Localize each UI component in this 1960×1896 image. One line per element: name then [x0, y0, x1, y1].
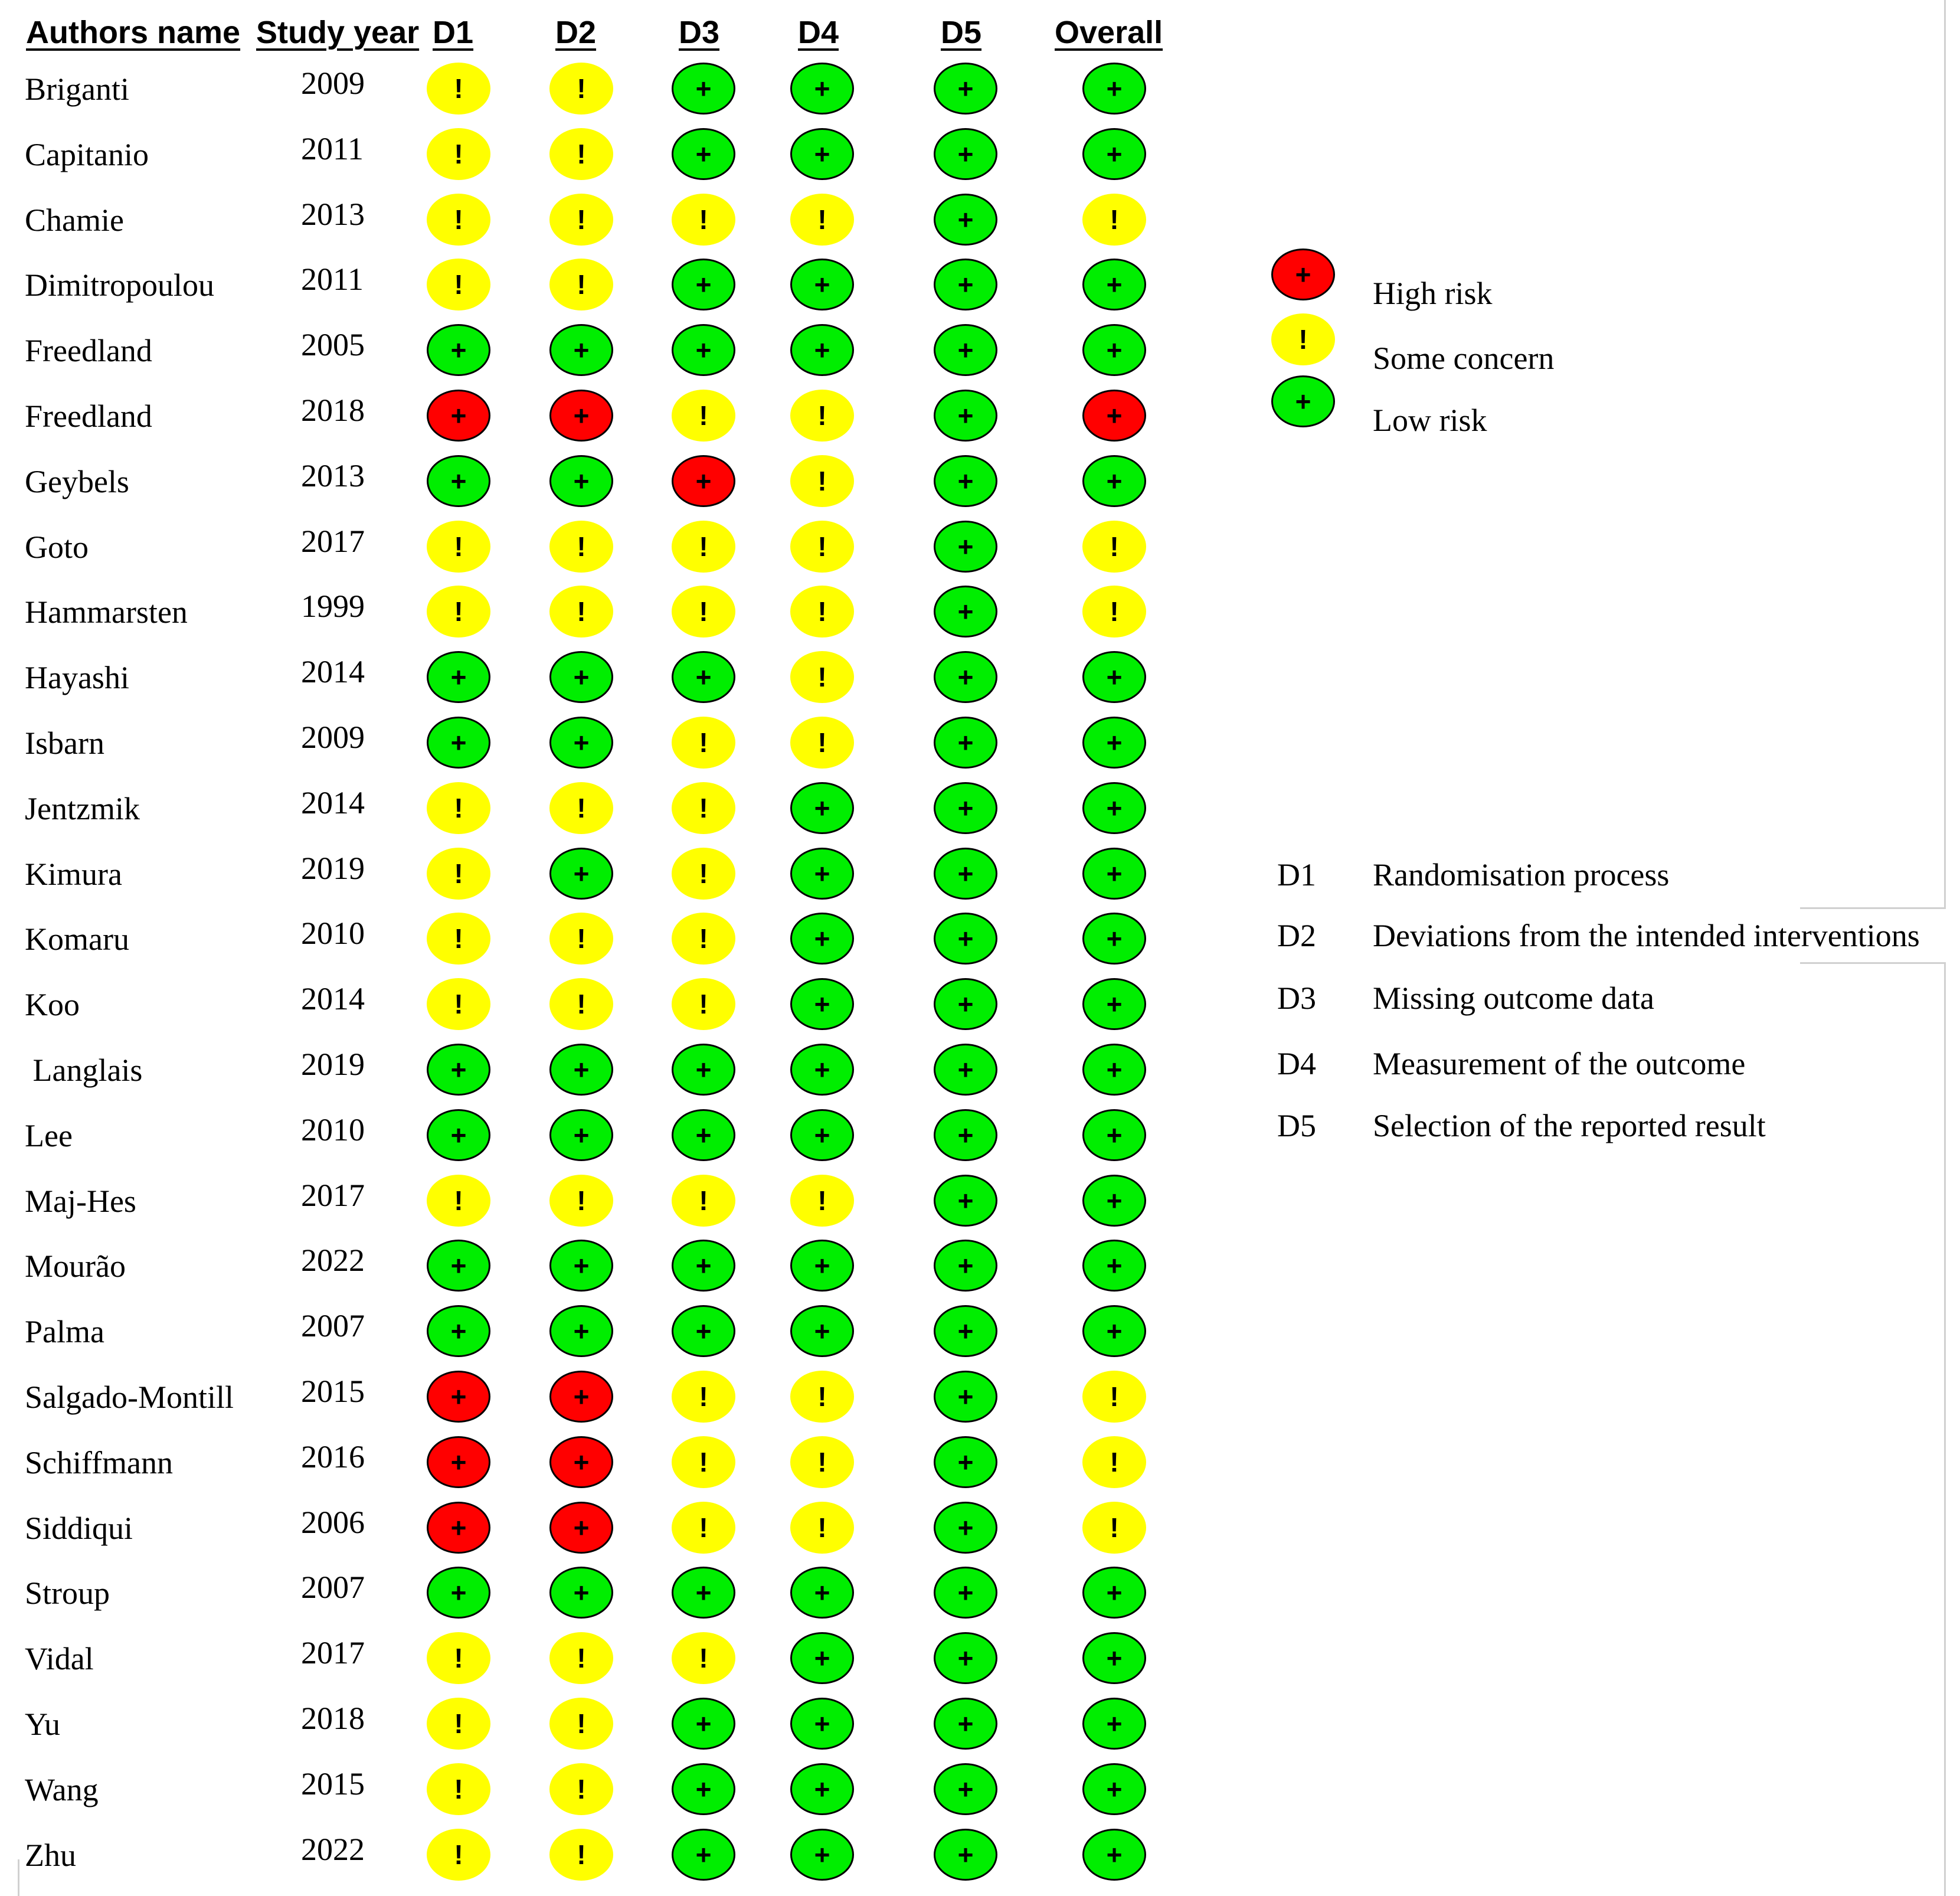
judgement-overall-some: ! [1082, 1371, 1146, 1423]
judgement-d2-some: ! [549, 63, 613, 115]
study-year: 2019 [301, 1047, 365, 1082]
judgement-d4-low: + [790, 1240, 854, 1292]
judgement-d5-low: + [934, 1371, 997, 1423]
judgement-overall-high: + [1082, 390, 1146, 442]
judgement-d5-low: + [934, 455, 997, 507]
judgement-d4-low: + [790, 128, 854, 180]
judgement-d1-low: + [427, 455, 490, 507]
judgement-overall-low: + [1082, 259, 1146, 310]
judgement-overall-low: + [1082, 324, 1146, 376]
judgement-overall-low: + [1082, 455, 1146, 507]
judgement-d1-low: + [427, 1567, 490, 1619]
frame-line-right-middle-2 [1800, 962, 1946, 964]
header-d5: D5 [941, 15, 982, 50]
judgement-overall-low: + [1082, 782, 1146, 834]
judgement-d4-low: + [790, 1109, 854, 1161]
judgement-overall-some: ! [1082, 1502, 1146, 1554]
author-name: Salgado-Montill [25, 1379, 234, 1415]
judgement-d4-low: + [790, 324, 854, 376]
judgement-d3-low: + [672, 1109, 735, 1161]
judgement-d3-some: ! [672, 1632, 735, 1684]
judgement-d4-some: ! [790, 1502, 854, 1554]
judgement-d5-low: + [934, 63, 997, 115]
judgement-d2-some: ! [549, 194, 613, 246]
judgement-d2-low: + [549, 848, 613, 900]
judgement-d5-low: + [934, 1829, 997, 1881]
judgement-overall-low: + [1082, 1632, 1146, 1684]
author-name: Stroup [25, 1575, 110, 1611]
study-year: 1999 [301, 589, 365, 625]
legend-domain-code: D4 [1277, 1046, 1316, 1081]
judgement-overall-some: ! [1082, 1436, 1146, 1488]
judgement-d4-low: + [790, 1763, 854, 1815]
author-name: Schiffmann [25, 1444, 173, 1480]
judgement-overall-low: + [1082, 1829, 1146, 1881]
judgement-d2-high: + [549, 390, 613, 442]
author-name: Capitanio [25, 136, 149, 172]
author-name: Freedland [25, 398, 152, 434]
judgement-d5-low: + [934, 717, 997, 769]
study-year: 2017 [301, 523, 365, 559]
judgement-d4-low: + [790, 848, 854, 900]
judgement-overall-some: ! [1082, 194, 1146, 246]
judgement-d3-low: + [672, 259, 735, 310]
judgement-d3-low: + [672, 1240, 735, 1292]
judgement-d1-some: ! [427, 586, 490, 638]
legend-some-marker: ! [1271, 313, 1335, 365]
legend-domain-code: D3 [1277, 980, 1316, 1016]
judgement-d1-low: + [427, 1044, 490, 1096]
judgement-overall-low: + [1082, 1763, 1146, 1815]
judgement-d4-some: ! [790, 194, 854, 246]
judgement-overall-low: + [1082, 848, 1146, 900]
judgement-d2-some: ! [549, 1175, 613, 1227]
judgement-d4-some: ! [790, 586, 854, 638]
header-d4: D4 [798, 15, 839, 50]
legend-domain-label: Deviations from the intended interventions [1373, 918, 1920, 953]
judgement-d1-some: ! [427, 128, 490, 180]
judgement-d2-some: ! [549, 978, 613, 1030]
judgement-d3-some: ! [672, 782, 735, 834]
author-name: Geybels [25, 463, 129, 499]
judgement-d2-some: ! [549, 1632, 613, 1684]
judgement-d3-low: + [672, 324, 735, 376]
judgement-overall-low: + [1082, 1305, 1146, 1357]
judgement-d1-high: + [427, 390, 490, 442]
header-overall: Overall [1055, 15, 1163, 50]
judgement-d3-low: + [672, 1305, 735, 1357]
judgement-overall-some: ! [1082, 521, 1146, 573]
judgement-d5-low: + [934, 1436, 997, 1488]
judgement-d5-low: + [934, 913, 997, 965]
study-year: 2014 [301, 981, 365, 1017]
judgement-d1-low: + [427, 1109, 490, 1161]
study-year: 2013 [301, 196, 365, 232]
judgement-d3-some: ! [672, 848, 735, 900]
study-year: 2017 [301, 1635, 365, 1671]
judgement-d5-low: + [934, 1698, 997, 1750]
judgement-overall-low: + [1082, 1240, 1146, 1292]
judgement-d2-low: + [549, 717, 613, 769]
judgement-d3-some: ! [672, 1502, 735, 1554]
judgement-d5-low: + [934, 782, 997, 834]
frame-line-left [18, 1859, 19, 1896]
study-year: 2015 [301, 1766, 365, 1802]
study-year: 2010 [301, 916, 365, 952]
judgement-d2-some: ! [549, 1829, 613, 1881]
judgement-d4-some: ! [790, 521, 854, 573]
judgement-d2-low: + [549, 1240, 613, 1292]
judgement-d4-low: + [790, 1044, 854, 1096]
study-year: 2015 [301, 1374, 365, 1409]
judgement-d4-some: ! [790, 1175, 854, 1227]
judgement-d2-low: + [549, 1567, 613, 1619]
judgement-d2-low: + [549, 651, 613, 703]
judgement-d5-low: + [934, 1502, 997, 1554]
legend-some-label: Some concern [1373, 341, 1555, 376]
judgement-d3-some: ! [672, 194, 735, 246]
author-name: Maj-Hes [25, 1183, 136, 1219]
judgement-d2-low: + [549, 1109, 613, 1161]
frame-line-right-upper [1944, 0, 1946, 909]
author-name: Freedland [25, 333, 152, 369]
study-year: 2010 [301, 1112, 365, 1148]
judgement-d5-low: + [934, 1109, 997, 1161]
judgement-d3-low: + [672, 1698, 735, 1750]
legend-domain-label: Missing outcome data [1373, 980, 1654, 1016]
judgement-d5-low: + [934, 259, 997, 310]
judgement-d5-low: + [934, 1632, 997, 1684]
judgement-d2-high: + [549, 1371, 613, 1423]
judgement-d5-low: + [934, 521, 997, 573]
study-year: 2014 [301, 654, 365, 690]
judgement-d3-high: + [672, 455, 735, 507]
legend-domain-label: Randomisation process [1373, 857, 1670, 893]
legend-domain-code: D5 [1277, 1108, 1316, 1143]
judgement-d1-high: + [427, 1371, 490, 1423]
author-name: Kimura [25, 856, 122, 892]
judgement-d4-low: + [790, 1632, 854, 1684]
judgement-overall-low: + [1082, 651, 1146, 703]
judgement-d5-low: + [934, 128, 997, 180]
judgement-d3-some: ! [672, 978, 735, 1030]
study-year: 2019 [301, 850, 365, 886]
judgement-d1-some: ! [427, 1632, 490, 1684]
study-year: 2007 [301, 1308, 365, 1344]
judgement-d4-low: + [790, 1698, 854, 1750]
header-authors-name: Authors name [26, 15, 241, 50]
judgement-d4-low: + [790, 782, 854, 834]
judgement-d4-some: ! [790, 717, 854, 769]
judgement-d1-some: ! [427, 63, 490, 115]
judgement-d4-some: ! [790, 1371, 854, 1423]
judgement-d5-low: + [934, 848, 997, 900]
study-year: 2011 [301, 261, 364, 298]
legend-domain-label: Measurement of the outcome [1373, 1046, 1746, 1081]
judgement-d3-some: ! [672, 1175, 735, 1227]
judgement-d3-some: ! [672, 521, 735, 573]
study-year: 2022 [301, 1831, 365, 1867]
judgement-d1-low: + [427, 324, 490, 376]
judgement-d3-low: + [672, 1763, 735, 1815]
judgement-d2-some: ! [549, 782, 613, 834]
judgement-overall-low: + [1082, 63, 1146, 115]
judgement-d2-low: + [549, 455, 613, 507]
header-study-year: Study year [256, 15, 420, 50]
author-name: Komaru [25, 921, 129, 957]
judgement-d4-low: + [790, 913, 854, 965]
judgement-d4-low: + [790, 63, 854, 115]
judgement-d1-low: + [427, 1240, 490, 1292]
judgement-d1-some: ! [427, 1763, 490, 1815]
judgement-overall-low: + [1082, 1698, 1146, 1750]
author-name: Langlais [25, 1052, 143, 1088]
study-year: 2006 [301, 1504, 365, 1540]
study-year: 2007 [301, 1570, 365, 1606]
judgement-d3-low: + [672, 1044, 735, 1096]
study-year: 2009 [301, 66, 365, 101]
study-year: 2014 [301, 784, 365, 820]
judgement-d1-high: + [427, 1502, 490, 1554]
judgement-overall-some: ! [1082, 586, 1146, 638]
author-name: Zhu [25, 1837, 76, 1873]
judgement-d1-low: + [427, 651, 490, 703]
author-name: Mourão [25, 1248, 126, 1284]
judgement-d1-some: ! [427, 913, 490, 965]
study-year: 2018 [301, 393, 365, 428]
judgement-d2-high: + [549, 1436, 613, 1488]
author-name: Goto [25, 529, 89, 565]
study-year: 2013 [301, 457, 365, 493]
judgement-d5-low: + [934, 978, 997, 1030]
judgement-d1-some: ! [427, 1175, 490, 1227]
judgement-d2-some: ! [549, 128, 613, 180]
judgement-d4-low: + [790, 1829, 854, 1881]
author-name: Lee [25, 1117, 73, 1153]
judgement-d2-low: + [549, 1044, 613, 1096]
author-name: Yu [25, 1707, 61, 1742]
judgement-d4-some: ! [790, 455, 854, 507]
legend-low-label: Low risk [1373, 403, 1487, 438]
study-year: 2018 [301, 1701, 365, 1736]
judgement-d3-some: ! [672, 1436, 735, 1488]
judgement-d3-some: ! [672, 586, 735, 638]
study-year: 2017 [301, 1177, 365, 1213]
header-d1: D1 [433, 15, 474, 50]
judgement-d4-low: + [790, 978, 854, 1030]
judgement-d1-some: ! [427, 1698, 490, 1750]
judgement-overall-low: + [1082, 913, 1146, 965]
header-d3: D3 [679, 15, 720, 50]
judgement-d2-some: ! [549, 1698, 613, 1750]
author-name: Koo [25, 987, 80, 1023]
study-year: 2022 [301, 1243, 365, 1279]
judgement-d5-low: + [934, 324, 997, 376]
legend-low-marker: + [1271, 375, 1335, 427]
judgement-d1-some: ! [427, 259, 490, 310]
judgement-d2-some: ! [549, 259, 613, 310]
author-name: Wang [25, 1771, 99, 1807]
author-name: Siddiqui [25, 1510, 133, 1546]
judgement-d5-low: + [934, 1305, 997, 1357]
legend-domain-code: D2 [1277, 918, 1316, 953]
author-name: Jentzmik [25, 790, 140, 826]
judgement-d3-low: + [672, 1829, 735, 1881]
judgement-d2-high: + [549, 1502, 613, 1554]
author-name: Chamie [25, 202, 124, 238]
author-name: Palma [25, 1314, 104, 1350]
judgement-d3-low: + [672, 63, 735, 115]
judgement-d3-low: + [672, 1567, 735, 1619]
judgement-d3-some: ! [672, 1371, 735, 1423]
author-name: Hayashi [25, 660, 129, 696]
judgement-d1-some: ! [427, 1829, 490, 1881]
author-name: Isbarn [25, 725, 104, 761]
judgement-overall-low: + [1082, 978, 1146, 1030]
judgement-d5-low: + [934, 1175, 997, 1227]
legend-domain-label: Selection of the reported result [1373, 1108, 1766, 1143]
study-year: 2016 [301, 1439, 365, 1475]
judgement-d5-low: + [934, 1044, 997, 1096]
judgement-d4-low: + [790, 1305, 854, 1357]
judgement-d3-some: ! [672, 390, 735, 442]
judgement-d4-low: + [790, 259, 854, 310]
judgement-d2-some: ! [549, 913, 613, 965]
judgement-d1-some: ! [427, 848, 490, 900]
judgement-d1-high: + [427, 1436, 490, 1488]
judgement-d3-low: + [672, 128, 735, 180]
judgement-d5-low: + [934, 1240, 997, 1292]
judgement-d1-some: ! [427, 194, 490, 246]
judgement-d1-some: ! [427, 521, 490, 573]
judgement-overall-low: + [1082, 128, 1146, 180]
frame-line-right-middle [1800, 907, 1946, 909]
judgement-d4-some: ! [790, 651, 854, 703]
judgement-overall-low: + [1082, 1044, 1146, 1096]
judgement-overall-low: + [1082, 717, 1146, 769]
study-year: 2005 [301, 327, 365, 363]
judgement-overall-low: + [1082, 1175, 1146, 1227]
frame-line-right-lower [1944, 962, 1946, 1896]
judgement-d2-some: ! [549, 586, 613, 638]
judgement-overall-low: + [1082, 1109, 1146, 1161]
legend-high-marker: + [1271, 249, 1335, 300]
judgement-d4-low: + [790, 1567, 854, 1619]
judgement-d5-low: + [934, 1763, 997, 1815]
judgement-d2-some: ! [549, 1763, 613, 1815]
judgement-d3-some: ! [672, 717, 735, 769]
judgement-d5-low: + [934, 586, 997, 638]
judgement-d2-low: + [549, 1305, 613, 1357]
judgement-d1-some: ! [427, 782, 490, 834]
judgement-d5-low: + [934, 390, 997, 442]
judgement-d5-low: + [934, 194, 997, 246]
judgement-d2-low: + [549, 324, 613, 376]
author-name: Dimitropoulou [25, 267, 214, 303]
judgement-d1-low: + [427, 717, 490, 769]
judgement-d3-some: ! [672, 913, 735, 965]
author-name: Vidal [25, 1641, 94, 1677]
judgement-d5-low: + [934, 1567, 997, 1619]
legend-high-label: High risk [1373, 276, 1493, 311]
study-year: 2009 [301, 720, 365, 755]
author-name: Briganti [25, 71, 129, 107]
header-d2: D2 [555, 15, 597, 50]
judgement-d4-some: ! [790, 1436, 854, 1488]
judgement-d5-low: + [934, 651, 997, 703]
judgement-d3-low: + [672, 651, 735, 703]
judgement-d1-low: + [427, 1305, 490, 1357]
judgement-overall-low: + [1082, 1567, 1146, 1619]
judgement-d4-some: ! [790, 390, 854, 442]
legend-domain-code: D1 [1277, 857, 1316, 893]
judgement-d2-some: ! [549, 521, 613, 573]
judgement-d1-some: ! [427, 978, 490, 1030]
author-name: Hammarsten [25, 594, 188, 630]
study-year: 2011 [301, 130, 364, 166]
